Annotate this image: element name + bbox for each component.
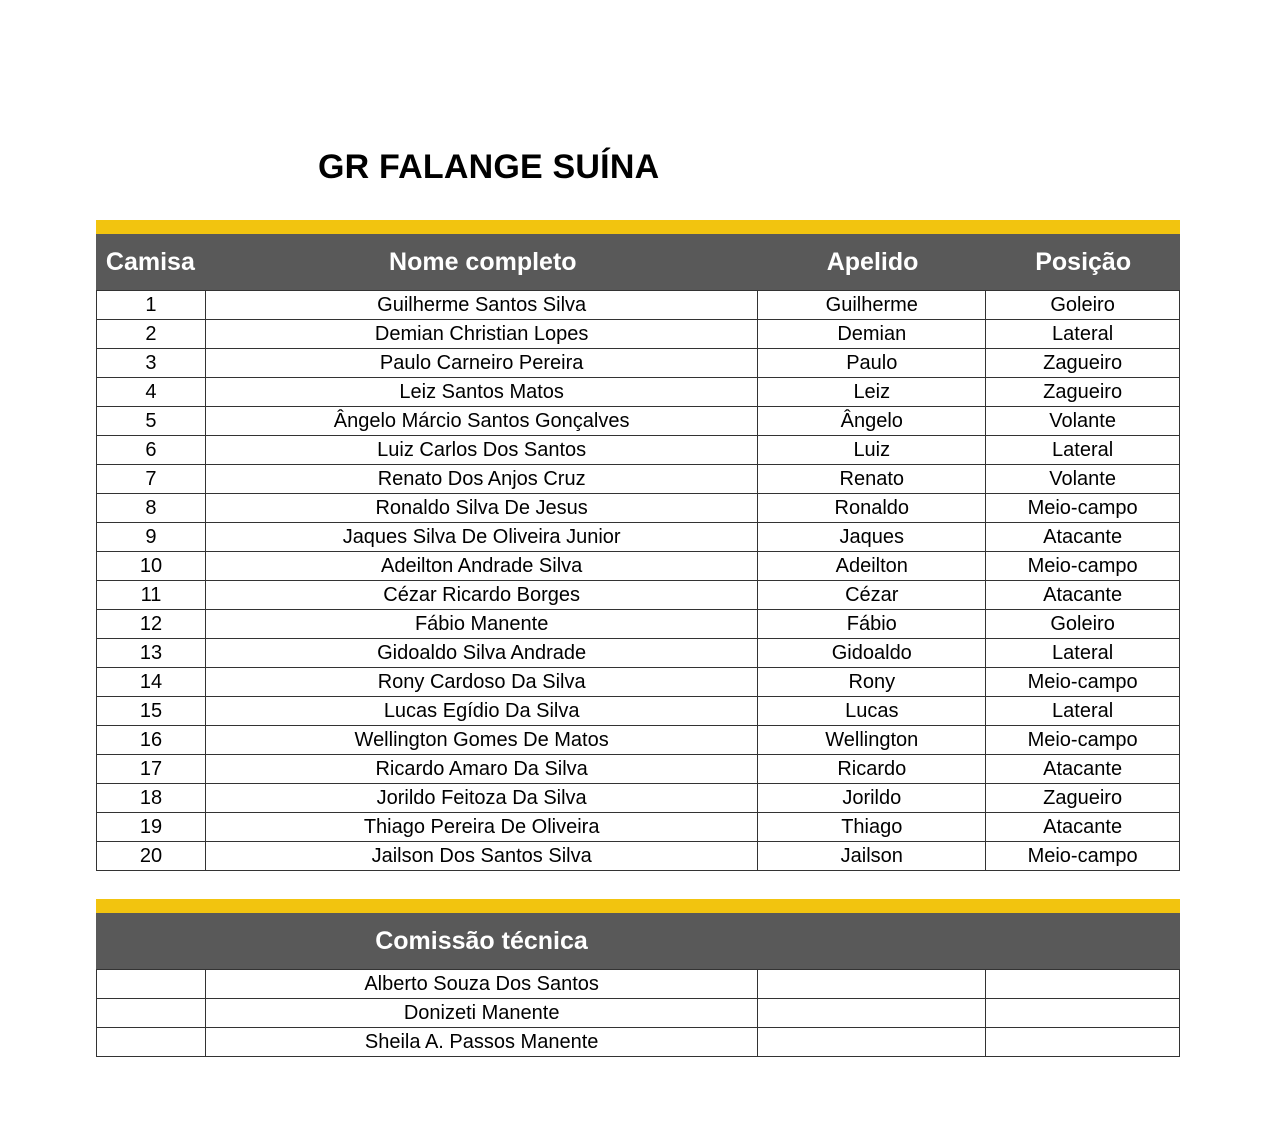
table-row [97,813,1180,842]
cell-apelido: Rony [758,668,986,696]
empty-cell [97,1028,206,1056]
cell-posicao: Lateral [986,697,1180,725]
cell-posicao: Meio-campo [986,668,1180,696]
cell-nome: Ângelo Márcio Santos Gonçalves [206,407,758,435]
header-nome: Nome completo [389,247,577,276]
empty-cell [758,1028,986,1056]
cell-camisa: 15 [97,697,206,725]
table-row [97,291,1180,320]
staff-member-name: Donizeti Manente [206,999,758,1027]
table-row [97,668,1180,697]
cell-posicao: Atacante [986,523,1180,551]
cell-camisa: 7 [97,465,206,493]
cell-apelido: Luiz [758,436,986,464]
cell-nome: Jaques Silva De Oliveira Junior [206,523,758,551]
table-row [97,697,1180,726]
roster-table [96,220,1180,871]
cell-posicao: Atacante [986,755,1180,783]
cell-apelido: Gidoaldo [758,639,986,667]
staff-row [97,999,1180,1028]
cell-posicao: Volante [986,407,1180,435]
cell-camisa: 10 [97,552,206,580]
table-row [97,349,1180,378]
cell-apelido: Ricardo [758,755,986,783]
cell-nome: Thiago Pereira De Oliveira [206,813,758,841]
cell-nome: Rony Cardoso Da Silva [206,668,758,696]
cell-posicao: Atacante [986,581,1180,609]
header-apelido: Apelido [826,247,919,276]
table-row [97,726,1180,755]
table-row [97,784,1180,813]
cell-camisa: 19 [97,813,206,841]
cell-nome: Gidoaldo Silva Andrade [206,639,758,667]
table-row [97,320,1180,349]
staff-table [96,899,1180,1057]
cell-camisa: 11 [97,581,206,609]
cell-apelido: Fábio [758,610,986,638]
staff-member-name: Alberto Souza Dos Santos [206,970,758,998]
empty-cell [986,970,1180,998]
cell-apelido: Jorildo [758,784,986,812]
cell-nome: Luiz Carlos Dos Santos [206,436,758,464]
empty-cell [986,1028,1180,1056]
table-row [97,436,1180,465]
cell-posicao: Zagueiro [986,349,1180,377]
cell-nome: Paulo Carneiro Pereira [206,349,758,377]
cell-camisa: 16 [97,726,206,754]
page-title: GR FALANGE SUÍNA [318,148,660,186]
table-row [97,610,1180,639]
cell-posicao: Meio-campo [986,494,1180,522]
cell-camisa: 20 [97,842,206,870]
cell-nome: Cézar Ricardo Borges [206,581,758,609]
cell-apelido: Wellington [758,726,986,754]
cell-camisa: 17 [97,755,206,783]
cell-camisa: 2 [97,320,206,348]
table-row [97,552,1180,581]
cell-posicao: Meio-campo [986,842,1180,870]
table-row [97,842,1180,871]
empty-cell [758,999,986,1027]
cell-camisa: 13 [97,639,206,667]
cell-apelido: Jailson [758,842,986,870]
cell-posicao: Volante [986,465,1180,493]
cell-camisa: 5 [97,407,206,435]
cell-posicao: Zagueiro [986,784,1180,812]
header-posicao: Posição [1035,247,1132,276]
empty-cell [97,999,206,1027]
cell-camisa: 12 [97,610,206,638]
cell-camisa: 1 [97,291,206,319]
staff-header [96,913,1180,970]
cell-nome: Jailson Dos Santos Silva [206,842,758,870]
cell-nome: Jorildo Feitoza Da Silva [206,784,758,812]
cell-posicao: Lateral [986,436,1180,464]
cell-apelido: Guilherme [758,291,986,319]
cell-nome: Lucas Egídio Da Silva [206,697,758,725]
cell-apelido: Renato [758,465,986,493]
cell-apelido: Lucas [758,697,986,725]
cell-camisa: 3 [97,349,206,377]
cell-camisa: 8 [97,494,206,522]
cell-camisa: 6 [97,436,206,464]
roster-rows [96,291,1180,871]
cell-apelido: Paulo [758,349,986,377]
cell-nome: Ricardo Amaro Da Silva [206,755,758,783]
cell-camisa: 18 [97,784,206,812]
cell-nome: Ronaldo Silva De Jesus [206,494,758,522]
cell-posicao: Meio-campo [986,726,1180,754]
cell-nome: Wellington Gomes De Matos [206,726,758,754]
cell-nome: Adeilton Andrade Silva [206,552,758,580]
cell-nome: Renato Dos Anjos Cruz [206,465,758,493]
cell-nome: Leiz Santos Matos [206,378,758,406]
table-row [97,581,1180,610]
cell-posicao: Meio-campo [986,552,1180,580]
staff-header-label: Comissão técnica [375,926,588,955]
table-row [97,523,1180,552]
cell-apelido: Adeilton [758,552,986,580]
cell-apelido: Jaques [758,523,986,551]
cell-nome: Fábio Manente [206,610,758,638]
cell-apelido: Ângelo [758,407,986,435]
table-row [97,465,1180,494]
table-row [97,639,1180,668]
empty-cell [986,999,1180,1027]
staff-row [97,1028,1180,1057]
cell-posicao: Zagueiro [986,378,1180,406]
cell-nome: Demian Christian Lopes [206,320,758,348]
header-camisa: Camisa [105,247,195,276]
cell-posicao: Lateral [986,320,1180,348]
staff-row [97,970,1180,999]
table-row [97,755,1180,784]
cell-apelido: Demian [758,320,986,348]
table-row [97,494,1180,523]
cell-camisa: 14 [97,668,206,696]
empty-cell [758,970,986,998]
staff-rows [96,970,1180,1057]
accent-bar [96,220,1180,234]
table-row [97,378,1180,407]
accent-bar [96,899,1180,913]
cell-posicao: Goleiro [986,291,1180,319]
cell-nome: Guilherme Santos Silva [206,291,758,319]
cell-posicao: Atacante [986,813,1180,841]
table-row [97,407,1180,436]
cell-posicao: Goleiro [986,610,1180,638]
cell-camisa: 9 [97,523,206,551]
cell-posicao: Lateral [986,639,1180,667]
cell-camisa: 4 [97,378,206,406]
roster-header [96,234,1180,291]
staff-member-name: Sheila A. Passos Manente [206,1028,758,1056]
cell-apelido: Leiz [758,378,986,406]
cell-apelido: Ronaldo [758,494,986,522]
cell-apelido: Thiago [758,813,986,841]
cell-apelido: Cézar [758,581,986,609]
empty-cell [97,970,206,998]
